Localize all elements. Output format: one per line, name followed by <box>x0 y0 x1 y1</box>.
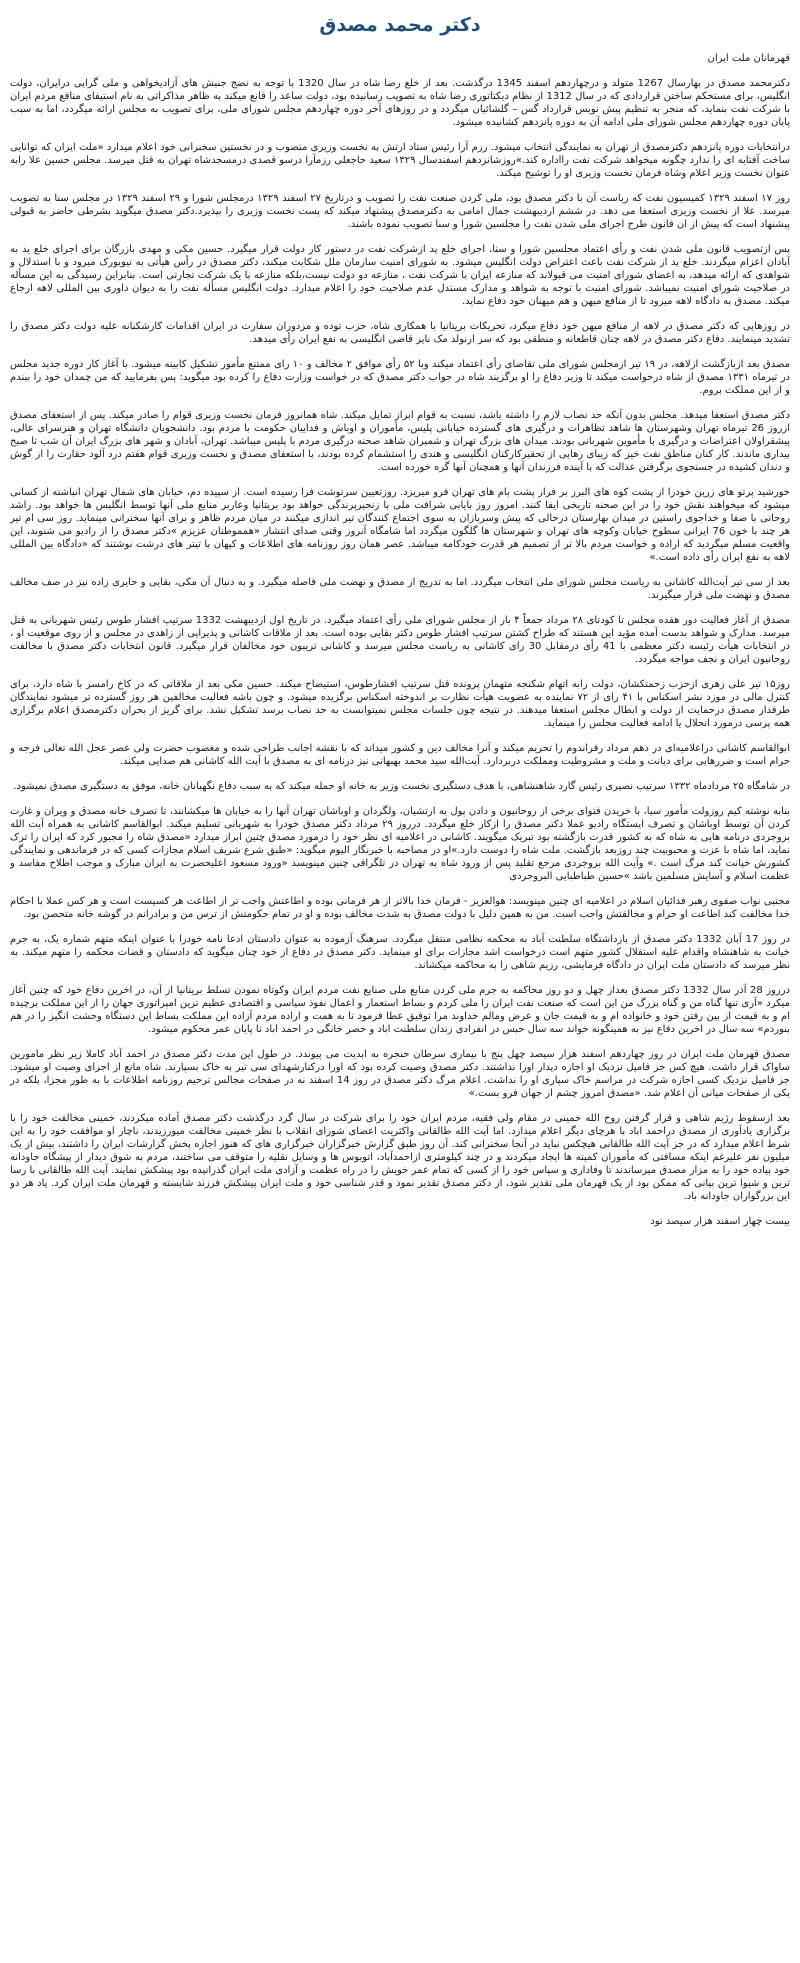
body-paragraph: مصدق بعد ازبازگشت ازلاهه، در ۱۹ تیر ازمجلس شورای ملی تقاضای رأی اعتماد میکند وبا ۵۲ رأی موافق ۲ مخالف و ۱۰ رای ممتنع مأمور تشکیل کابینه میشود. با آغاز کار دوره جدید مجلس در تیرماه ۱۳۳۱ مصدق از شاه درخواست میکند تا وزیر دفاع را او برگزیند شاه در جواب دکتر مصدق که در خواست وزارت دفاع را کرده بود میگوید: پس بفرمایید که من چمدان خود را ببندم و از این مملکت بروم. <box>10 359 791 396</box>
body-paragraph: بعد از سی تیر آیت‌الله کاشانی به ریاست مجلس شورای ملی انتخاب میگردد. اما به تدریج از مصدق و نهضت ملی فاصله میگیرد. و به دنبال آن مکی، بقایی و حایری زاده نیز در صف مخالف مصدق و نهضت ملی قرار میگیرند. <box>10 577 790 601</box>
body-paragraph: مصدق از آغاز فعالیت دور هفده مجلس تا کودتای ۲۸ مرداد جمعاً ۴ بار از مجلس شورای ملی رأی اعتماد میگیرد. در تاریخ اول اردیبهشت 1332 سرتیپ افشار طوس رئیس شهربانی به قتل میرسد. مدارک و شواهد بدست آمده مؤید این هستند که طراح کشتن سرتیپ افشار طوس دکتر بقایی بوده است. بعد از ملاقات کاشانی و پذیرایی از زاهدی در مجلس و از روی موقعیت او ، در انتخابات هیأت رئیسه دکتر معظمی با 41 رأی درمقابل 30 رای کاشانی به ریاست مجلس میرسد و کاشانی تریبون خود مخالفان قرار میگیرد. قانون انتخابات دکتر مصدق با مخالفت روحانیون ایران و نجف مواجه میگردد. <box>10 615 790 665</box>
body-paragraph: دکتر مصدق استعفا میدهد. مجلس بدون آنکه حد نصاب لازم را داشته باشد، نسبت به قوام ابراز تمایل میکند. شاه همانروز فرمان نخست وزیری قوام را صادر میکند. پس از استعفای مصدق ازروز 26 تیرماه تهران وشهرستان ها شاهد تظاهرات و درگیری های گسترده خیابانی پلیس، مأموران و اوباش و فداییان حکومت با مردم بود. دانشجویان دانشگاه تهران و هنرسرای عالی، پیشقراولان اعتراضات و درگیری با مأموین شهربانی بودند. میدان های بزرگ تهران و شمیران شاهد صحنه درگیری مردم با پلیس میباشد. تهران، آبادان و شهر های بزرگ ایران آن شب تا صبح بیداری ماندند. کار کنان مناطق نفت خیز که زیبای رهایی از تحقیرکارکنان انگلیسی و هندی را استشمام کرده بودند، با استعفای مصدق و نخست وزیری قوام هفتم درد آلود حقارت را از گوش و دندان کشیده در جستجوی برگرفتن عدالت که با آینده فرزندان آنها و همچنان آنها گره خورده است. <box>10 410 790 473</box>
body-paragraph: درروز 28 آذر سال 1332 دکتر مصدق بعداز چهل و دو روز محاکمه به جرم ملی کردن منابع ملی صنایع نفت مردم ایران وکوتاه نمودن تسلط بریتانیا از آن، در اخرین دفاع خود که چنین آغاز میکرد «آری تنها گناه من و گناه بزرگ من این است که صنعت نفت ایران را ملی کردم و بساط استعمار و اعمال نفوذ سیاسی و اقتصادی عظیم ترین امپراتوری جهان را از این مملکت برچیده ام و به قیمت از بین رفتن خود و خانواده ام و به قیمت جان و عرض ومالم خداوند مرا توفیق عطا فرمود تا به همت و اراده مردم آزاده این مملکت بساط این دستگاه وحشت انگیز را در هم بنوردم» سه سال در اخرین دفاع نیز به همینگونه خواند سه سال حبس در انفرادی زندان سلطنت اباد و حصر خانگی در احمد اباد تا پایان عمر محکوم میشود. <box>10 985 790 1035</box>
body-paragraph: ابوالقاسم کاشانی دراعلامیه‌ای در دهم مرداد رفراندوم را تحریم میکند و آنرا مخالف دین و کشور میداند که با نقشه اجانب طراحی شده و مغضوب حضرت ولی عصر عجل الله تعالی فرجه و حرام است و ضررهایی برای دیانت و ملت و مشروطیت ومملکت دربردارد. آیت‌الله سید محمد بهبهانی نیز درنامه ای به مصدق با آیت الله کاشانی هم صدایی میکند. <box>10 743 790 767</box>
body-paragraph: بنابه نوشته کیم روزولت مأمور سیا، با خریدن فتوای برخی از روحانیون و دادن پول به ارتشیان، ولگردان و اوباشان تهران آنها را به خیابان ها میکشانند، تا تصرف خانه مصدق و ویران و غارت کردن آن توسط اوباشان و تصرف ایستگاه رادیو عملا دکتر مصدق را ازکار خلع میگردد. درروز ۲۹ مرداد دکتر مصدق خودرا به شهربانی تسلیم میکند. ابوالقاسم کاشانی به همراه آیت الله بروجردی درنامه هایی به شاه که به کشور قدرت بازگشته بود تبریک میگویند. کاشانی در اعلامیه ای نظر خود را درمورد مصدق چنین ابراز میدارد «مصدق شاه را مجبور کرد که ایران را ترک نماید، اما شاه با عزت و محبوبیت چند روزبعد بازگشت. ملت شاه را دوست دارد.»او در مصاحبه با خبرنگار الیوم میگوید: «طبق شرع شریف اسلام مجازات کسی که در فرماندهی و نمایندگی کشورش خیانت کند مرگ است .» وآیت الله بروجردی مرجع تقلید پس از ورود شاه به تهران در تلگرافی چنین مینویسد «ورود مسعود اعلیحضرت به ایران مبارک و موجب اطلاح مفاسد و عظمت اسلام و آسایش مسلمین باشد »حسین طباطبایی البروجردی <box>10 806 790 882</box>
body-paragraph: خورشید پرتو های زرین خودرا از پشت کوه های البرز بر فراز پشت بام های تهران فرو میریزد. روزتعیین سرنوشت فرا رسیده است. از سپیده دم، خیابان های شمال تهران انباشته از کسانی میشود که میخواهند نقش خود را در این صحنه تاریخی ایفا کنند. امروز روز بایابی شرافت ملی با زنجیرپرندگی خواهد بود بریتانیا وعاربر منابع ملی آنها توسط انگلیس ها خواهد بود. راشد روحانی با صفا و خداجوی راستین در میدان بهارستان درحالی که پیش وسربازان به سوی اجتماع کنندگان تیر اندازی میکنند در میان مردم ظاهر و برای آنها سخنرانی مینماید. روز سی ام تیر هر چند با خون 76 ایرانی سطوح خیابان وکوچه های تهران و شهرستان ها گلگون میگردد اما شامگاه آنروز وقتی صدای انتشار «همموطنان عزیزم »دکتر مصدق را از رادیو می شنوند، این واقعیت مسلم میگردید که اراده و خواست مردم بالا تر از تصمیم هر قدرت خودکامه میباشد. عصر همان روز روزنامه های اطلاعات و کیهان با تیتر های درشت نوشتند که «دادگاه بین المللی لاهه به نفع ایران رأی داده است.» <box>10 487 790 563</box>
salutation: قهرمانان ملت ایران <box>707 53 790 64</box>
body-paragraph: در روزهایی که دکتر مصدق در لاهه از منافع میهن خود دفاع میکرد، تحریکات بریتانیا با همکاری شاه، حزب توده و مزدوران سفارت در ایران اقدامات کارشکنانه علیه دولت دکتر مصدق را تشدید مینمایند. دفاع دکتر مصدق در لاهه چنان قاطعانه و منطقی بود که سر ارنولد مک نایر قاضی انگلیسی به نفع ایران رأی میدهد. <box>10 321 790 345</box>
body-paragraph: درانتخابات دوره پانزدهم دکترمصدق از تهران به نمایندگی انتخاب میشود. رزم آرا رئیس ستاد ارتش به نخست وزیری منصوب و در نخستین سخنرانی خود اعلام میدارد «ملت ایران که توانایی ساخت آفتابه ای را ندارد چگونه میخواهد شرکت نفت رااداره کند.»روزشانزدهم اسفندسال ۱۳۲۹ سعید حاجعلی رزمآرا درسو قصدی درمسجدشاه تهران به قتل میرسد. مجلس حسین علا رابه عنوان نخست وزیر اعلام وشاه فرمان نخست وزیری او را توشیح میکند. <box>10 142 791 179</box>
body-paragraph: در شامگاه ۲۵ مردادماه ۱۳۳۲ سرتیپ نصیری رئیس گارد شاهنشاهی، با هدف دستگیری نخست وزیر به خانه او حمله میکند که به سبب دفاع نگهبانان خانه، موفق به دستگیری مصدق نمیشود. <box>13 781 790 792</box>
body-paragraph: در روز 17 آبان 1332 دکتر مصدق از بازداشتگاه سلطنت آباد به محکمه نظامی منتقل میگردد. سرهنگ آزموده به عنوان دادستان ادعا نامه خودرا با عنوان اینکه متهم شماره یک، به جرم خیانت به شاهنشاه واقدام علیه استقلال کشور متهم است درخواست اشد مجازات برای او مینماید. دکتر مصدق در دفاع از خود چنان میگوید که دادستان و قضات محکمه را متهم میکند. به نظر میرسد که دادستان ملت ایران در دادگاه فرمایشی، رزیم شاهی را به محاکمه میکشاند. <box>10 934 790 971</box>
body-paragraph: مجتبی نواب صفوی رهبر فدائیان اسلام در اعلامیه ای چنین مینویسد: هوالعزیز - فرمان خدا بالاتر از هر فرمانی بوده و اطاعتش واجب تر از اطاعت هر کسیست است و هر کس عملا با احکام خدا مخالفت کند اطاعت او حرام و مخالفتش واجب است. من به همین دلیل با دولت مصدق به شدت مخالف بوده و او در تمام حکومتش از ترس من و برادرانم در گوشه خانه متحصن بود. <box>10 896 790 920</box>
page-title: دکتر محمد مصدق <box>319 14 481 36</box>
body-paragraph: روز۱۵ تیر علی زهری ازحزب زحمتکشان، دولت رابه اتهام شکنجه متهمان پرونده قتل سرتیپ افشارطوس، استیضاح میکند. حسین مکی بعد از ملاقاتی که در کاخ رامسر با شاه دارد، برای کنترل مالی در موزد نشر اسکناس با ۴۱ رای از ۷۲ نماینده به عضویت هیأت نظارت بر اندوخته اسکناس برگزیده میشود. و چون باشه فعالیت مخالفین هر روز گسترده تر میشود نمایندگان طرفدار مصدق درحمایت از دولت و ابطال مجلس استعفا میدهند. در نتیجه چون جلسات مجلس نمیتوانست به حد نصاب برسد تشکیل نشد. برای گریز از بحران دکترمصدق اعلام برگزاری همه پرسی درمورد انحلال یا ادامه فعالیت مجلس را مینماید. <box>10 679 790 729</box>
date-line: بیست چهار اسفند هزار سیصد نود <box>650 1216 790 1227</box>
body-paragraph: مصدق قهرمان ملت ایران در روز چهاردهم اسفند هزار سیصد چهل پنج با بیماری سرطان حنجره به ابدیت می پیوندد. در طول این مدت دکتر مصدق در احمد آباد کاملا زیر نظر مامورین ساواک قرار داشت. هیچ کس جز فامیل نزدیک او اجازه دیدار اورا نداشتند. دکتر مصدق وصیت کرده بود که اورا درکنارشهدای سی تیر به خاک بسپارند. شاه مانع از اجرای وصیت او میشود. جز فامیل نزدیک کسی اجازه شرکت در مراسم خاک سپاری او را نداشت. اعلام مرگ دکتر مصدق در روز 14 اسفند نه در صفحات مجالس ترحیم روزنامه اطلاعات با به طور مجزا، بلکه در یکی از صفحات میانی آن اعلام شد. «مصدق امروز چشم از جهان فرو بست.» <box>10 1049 790 1099</box>
body-paragraph: دکترمحمد مصدق در بهارسال 1267 متولد و درچهاردهم اسفند 1345 درگذشت. بعد از خلع رضا شاه در سال 1320 با توجه به نضج جنبش های آزادیخواهی و ملی گرایی درایران، دولت انگلیس، برای مستحکم ساختن قراردادی که در سال 1312 از نظام دیکتاتوری رضا شاه به تصویب رسانیده بود، دولت ساعد را قانع میکند به ظاهر مذاکراتی به نام استیفای منافع مردم ایران با شرکت نفت بنماید، که منجر به تنظیم پیش نویس قرارداد گس – گلشائیان میگردد و در روزهای آخر دوره چهاردهم مجلس شورای ملی، برای تصویب به مجلس ارائه میگردد، اما به سبب پایان دوره چهاردهم مجلس شورای ملی ادامه آن به دوره پانزدهم کشانیده میشود. <box>10 78 791 128</box>
body-paragraph: پس ازتصویب قانون ملی شدن نفت و رأی اعتماد مجلسین شورا و سنا، اجرای خلع ید ازشرکت نفت در دستور کار دولت قرار میگیرد. حسین مکی و مهدی بازرگان برای اجرای خلع ید به آبادان اعزام میگردند. خلع ید از شرکت نفت باعث اعتراض دولت انگلیس میشود. به شورای امنیت سازمان ملل شکایت میکند، دکتر مصدق در رأس هیأتی به نیویورک میرود و با استدلال و شواهدی که ارائه میدهد، به اعضای شورای امنیت می قبولاند که منازعه ایران با شرکت نفت ، منازعه دو دولت نیست،بلکه منازعه با یک شرکت تجارتی است. بنابراین رسیدگی به این مسأله در صلاحیت شورای امنیت نمیباشد. شورای امنیت با توجه به شواهد و مدارک مستدل عدم صلاحیت خود را اعلام میدارد. دولت انگلیس مسأله نفت را به دیوان داوری بین المللی لاهه ارجاع میکند. مصدق به دادگاه لاهه میرود تا از منافع میهن و هم میهنان خود دفاع نماید. <box>10 244 790 307</box>
body-paragraph: بعد ازسقوط رژیم شاهی و قرار گرفتن روح الله خمینی در مقام ولی فقیه، مردم ایران خود را برای شرکت در سال گرد درگذشت دکتر مصدق آماده میکردند، خمینی مخالفت خود را با برگزاری یادآوری از مصدق دراحمد اباد با هرچای دیگر اعلام میدارد. اما آیت الله طالقانی واکثریت اعضای شورای انقلاب با نظر خمینی مخالفت میورزیدند، ناچار او موافقت خود را به این شرط اعلام میدارد که در جز آیت الله طالقانی هیچکس نباید در آنجا سخنرانی کند. آن روز طبق گزارش خبرگزاران خبرگزاری های که هنوز اجازه پخش گزارشات ایران را داشتند، بیش از یک میلیون نفر علیرغم اینکه مسافتی که مأموران کمیته ها ایجاد میکردند و در چند کیلومتری ازاحمدآباد، اتوبوس ها و وسایل نقلیه را متوقف می ساختند، مردم به شوق دیدار از پیشگاه جاودانه خود پیاده خود را به مزار مصدق میرساندند تا وفاداری و سپاس خود را از کسی که تمام عمر خویش را در راه عظمت و آزادی ملت ایران گذرانیده بود پیشکش نمایند. آیت الله طالقانی با رسا ترین و شیوا ترین بیانی که ممکن بود از یک قهرمان ملی تقدیر شود، از دکتر مصدق تقدیر نمود و قدر شناسی خود و ملت ایران پیشکش فرزند شایسته و قهرمان ملت ایران کرد. یاد هر دو این بزرگواران جاودانه باد. <box>10 1113 790 1202</box>
body-paragraph: روز ۱۷ اسفند ۱۳۲۹ کمیسیون نفت که ریاست آن با دکتر مصدق بود، ملی کردن صنعت نفت را تصویب و درتاریخ ۲۷ اسفند ۱۳۲۹ درمجلس شورا و ۲۹ اسفند ۱۳۲۹ در مجلس سنا به تصویب میرسد. علا از نخست وزیری استعفا می دهد. در ششم اردیبهشت جمال امامی به دکترمصدق پیشنهاد میکند که پست نخست وزیری را بپذیرد.دکتر مصدق میگوید بشرطی حاضر به قبولی پیشنهاد است که پیش از ان قانون طرح اجرای ملی شدن نفت را مجلسین شورا و سنا تصویب نموده باشند. <box>10 193 790 230</box>
